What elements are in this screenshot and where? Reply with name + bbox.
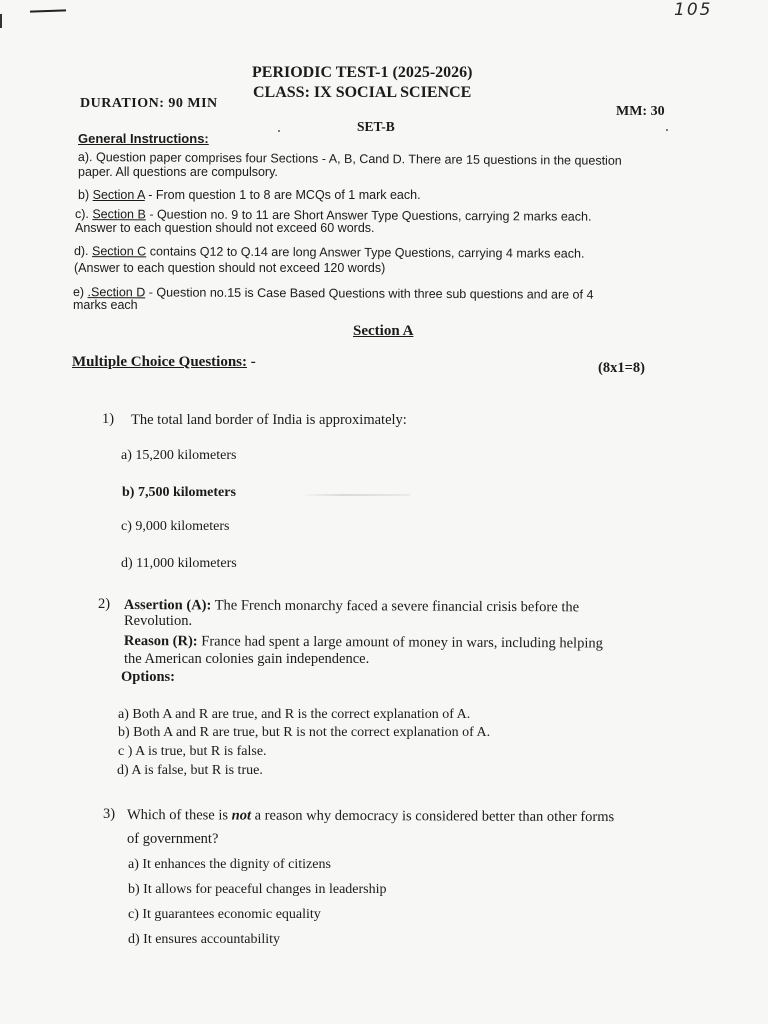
instruction-e (73, 285, 594, 303)
duration: DURATION: 90 MIN (80, 96, 218, 111)
mcq-heading: Multiple Choice Questions: (72, 354, 247, 370)
exam-title: PERIODIC TEST-1 (2025-2026) (252, 64, 473, 81)
instruction-c-line2: Answer to each question should not exceed 60 words. (75, 221, 375, 235)
instruction-e-prefix: e) (72, 285, 85, 300)
q2-assertion (124, 597, 579, 616)
instruction-b (78, 188, 421, 203)
q3-text (127, 807, 614, 826)
q2-reason-line2: the American colonies gain independence. (124, 651, 370, 667)
instruction-c-text: - Question no. 9 to 11 are Short Answer Type Questions, carrying 2 marks each. (149, 207, 592, 224)
instruction-e-line2: marks each (73, 298, 138, 312)
q2-option-b: b) Both A and R are true, but R is not the correct explanation of A. (118, 725, 491, 740)
instruction-e-section: .Section D (87, 285, 146, 300)
q1-option-a: a) 15,200 kilometers (121, 448, 237, 463)
q2-assertion-text: The French monarchy faced a severe financial crisis before the (214, 597, 580, 616)
q2-assertion-label: Assertion (A): (123, 597, 212, 614)
q3-line2: of government? (127, 831, 219, 847)
q2-options-label: Options: (121, 669, 175, 685)
instruction-b-section: Section A (92, 188, 145, 202)
q1-option-d: d) 11,000 kilometers (121, 556, 237, 571)
q3-option-a: a) It enhances the dignity of citizens (128, 857, 331, 872)
instructions-heading: General Instructions: (78, 131, 209, 146)
mcq-heading-dash: - (250, 354, 256, 370)
q2-reason-label: Reason (R): (123, 633, 198, 650)
max-marks: MM: 30 (616, 104, 665, 119)
q2-number: 2) (98, 596, 111, 612)
q1-text: The total land border of India is approximately: (131, 412, 407, 428)
instruction-d-section: Section C (92, 244, 147, 259)
q3-number: 3) (103, 806, 116, 822)
q3-text-before: Which of these is (126, 807, 229, 824)
instruction-a-line2: paper. All questions are compulsory. (78, 165, 278, 179)
instruction-e-text: - Question no.15 is Case Based Questions with three sub questions and are of 4 (148, 285, 594, 302)
set-label: SET-B (357, 119, 395, 134)
page-number: 105 (674, 0, 713, 20)
section-a-marks: (8x1=8) (598, 360, 645, 376)
instruction-d (74, 244, 585, 262)
q3-option-d: d) It ensures accountability (128, 932, 281, 947)
mcq-heading-line (72, 354, 256, 371)
instruction-c-prefix: c). (74, 207, 89, 222)
edge-mark (0, 14, 2, 28)
instruction-b-text: - From question 1 to 8 are MCQs of 1 mark each. (148, 188, 421, 202)
q2-option-a: a) Both A and R are true, and R is the correct explanation of A. (118, 707, 471, 722)
instruction-d-line2: (Answer to each question should not exceed 120 words) (74, 261, 386, 275)
instruction-a-line1: a). Question paper comprises four Sections - A, B, Cand D. There are 15 questions in the question (77, 150, 622, 168)
q2-option-d: d) A is false, but R is true. (117, 763, 263, 778)
scan-smudge (300, 494, 410, 496)
q2-reason-text: France had spent a large amount of money in wars, including helping (201, 633, 603, 652)
q3-option-c: c) It guarantees economic equality (128, 907, 321, 922)
q1-option-c: c) 9,000 kilometers (121, 519, 230, 534)
pen-mark-line (30, 9, 66, 12)
q1-number: 1) (102, 411, 115, 427)
section-a-title: Section A (353, 323, 414, 339)
instruction-b-prefix: b) (78, 188, 90, 202)
q3-option-b: b) It allows for peaceful changes in leadership (128, 882, 387, 897)
q3-text-after: a reason why democracy is considered better than other forms (254, 807, 615, 826)
q2-assertion-line2: Revolution. (124, 613, 193, 629)
speck (666, 129, 668, 131)
instruction-c-section: Section B (92, 207, 146, 222)
q1-option-b: b) 7,500 kilometers (122, 485, 236, 500)
instruction-d-text: contains Q12 to Q.14 are long Answer Type Questions, carrying 4 marks each. (149, 244, 585, 261)
instruction-d-prefix: d). (73, 244, 89, 259)
q2-reason (124, 633, 603, 653)
class-line: CLASS: IX SOCIAL SCIENCE (253, 84, 472, 101)
q3-text-emphasis: not (231, 807, 252, 824)
speck (278, 130, 280, 132)
q2-option-c: c ) A is true, but R is false. (118, 744, 267, 759)
